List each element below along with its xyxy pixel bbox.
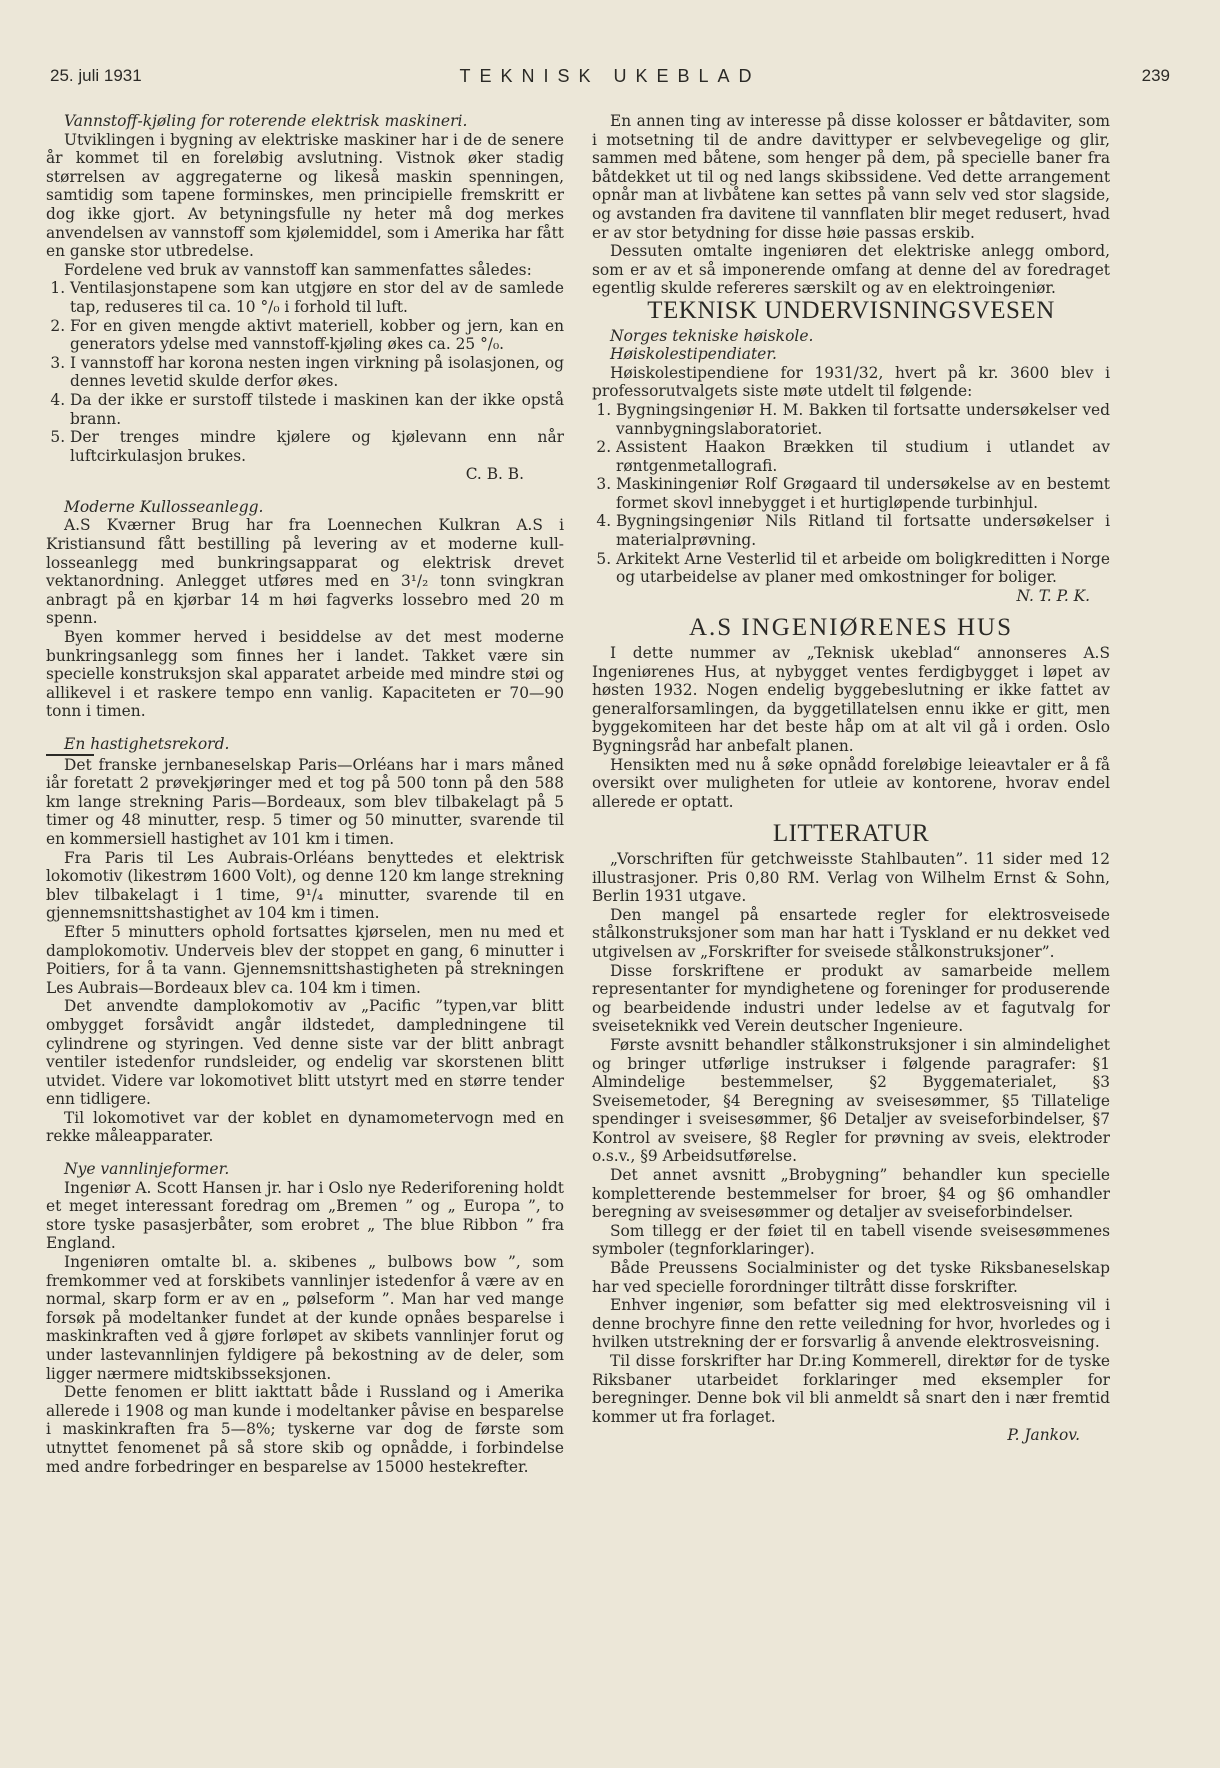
- paragraph: En annen ting av interesse på disse kolosser er båtdaviter, som i motsetning til de andre davittyper er selvbevegelige og glir, sammen med båtene, som henger på dem, på specielle baner fra båtdekket ut til og ned langs skibssidene. Ved dette arrangement opnår man at livbåtene kan settes på vann selv ved stor slagside, og avstanden fra davitene til vannflaten blir meget redusert, hvad er av stor betydning for disse høie passas erskib.: [592, 112, 1110, 242]
- article-title: Vannstoff-kjøling for roterende elektrisk maskineri.: [64, 112, 468, 130]
- paragraph: I dette nummer av „Teknisk ukeblad“ annonseres A.S Ingeniørenes Hus, at nybygget ventes ferdigbygget i løpet av høsten 1932. Nogen endelig byggebeslutning er ikke fattet av generalforsamlingen, da byggetillatelsen ennu ikke er gitt, men byggekomiteen har det beste håp om at alt vil gå i orden. Oslo Bygningsråd har anbefalt planen.: [592, 644, 1110, 755]
- paragraph: Fordelene ved bruk av vannstoff kan sammenfattes således:: [64, 260, 532, 279]
- paragraph: Den mangel på ensartede regler for elektrosveisede stålkonstruksjoner som man har hatt i Tyskland er nu dekket ved utgivelsen av „Forskrifter for sveisede stålkonstruksjoner”.: [592, 905, 1110, 961]
- article-title: Moderne Kullosseanlegg.: [64, 497, 264, 516]
- list-item: 4. Da der ikke er surstoff tilstede i maskinen kan der ikke opstå brann.: [70, 391, 564, 428]
- paragraph: Første avsnitt behandler stålkonstruksjoner i sin almindelighet og bringer utførlige instrukser i følgende paragrafer: §1 Almindelige bestemmelser, §2 Byggematerialet, §3 Sveisemetoder, §4 Beregning av sveisesømmer, §5 Tillatelige spendinger i sveisesømmer, §6 Detaljer av sveiseforbindelser, §7 Kontrol av sveisere, §8 Regler for prøvning av sveis, elektroder o.s.v., §9 Arbeidsutførelse.: [592, 1035, 1110, 1166]
- paragraph: Enhver ingeniør, som befatter sig med elektrosveisning vil i denne brochyre finne den rette veiledning for hvor, hvorledes og i hvilken utstrekning der er forsvarlig å anvende elektrosveisning.: [592, 1296, 1110, 1352]
- list-item: 1. Bygningsingeniør H. M. Bakken til fortsatte undersøkelser ved vannbygningslaboratoriet.: [616, 401, 1110, 438]
- signature: N. T. P. K.: [1016, 586, 1090, 605]
- list-item: 5. Arkitekt Arne Vesterlid til et arbeide om boligkreditten i Norge og utarbeidelse av planer med omkostninger for boliger.: [616, 550, 1110, 587]
- paragraph: Til lokomotivet var der koblet en dynamometervogn med en rekke måleapparater.: [46, 1108, 564, 1146]
- page-header: [50, 66, 1170, 92]
- journal-title: TEKNISK UKEBLAD: [459, 66, 761, 86]
- paragraph: Efter 5 minutters ophold fortsattes kjørselen, men nu med et damplokomotiv. Underveis blev der stoppet en gang, 6 minutter i Poitiers, for å ta vann. Gjennemsnittshastigheten på strekningen Les Aubrais—Bordeaux blev ca. 104 km i timen.: [46, 922, 564, 997]
- paragraph: Fra Paris til Les Aubrais-Orléans benyttedes et elektrisk lokomotiv (likestrøm 1600 Volt), og denne 120 km lange strekning blev tilbakelagt i 1 time, 9¹/₄ minutter, svarende til en gjennemsnittshastighet av 104 km i timen.: [46, 848, 564, 923]
- paragraph: Til disse forskrifter har Dr.ing Kommerell, direktør for de tyske Riksbaner utarbeidet forklaringer med eksempler for beregninger. Denne bok vil bli anmeldt så snart den i nær fremtid kommer ut fra forlaget.: [592, 1352, 1110, 1426]
- left-column: [46, 112, 564, 1476]
- paragraph: Disse forskriftene er produkt av samarbeide mellem representanter for myndighetene og foreninger for produserende og bearbeidende industri under ledelse av et fagutvalg for sveiseteknikk ved Verein deutscher Ingenieure.: [592, 961, 1110, 1036]
- paragraph: Dette fenomen er blitt iakttatt både i Russland og i Amerika allerede i 1908 og man kunde i modeltanker påvise en besparelse i maskinkraften fra 5—8%; tyskerne var dog de første som utnyttet fenomenet på så store skib og opnådde, i forbindelse med andre forbedringer en besparelse av 15000 hestekrefter.: [46, 1383, 564, 1476]
- list-item: 5. Der trenges mindre kjølere og kjølevann enn når luftcirkulasjon brukes.: [70, 428, 564, 465]
- paragraph: Byen kommer herved i besiddelse av det mest moderne bunkringsanlegg som finnes her i landet. Takket være sin specielle konstruksjon skal apparatet arbeide med mindre støi og allikevel i et raskere tempo enn vanlig. Kapaciteten er 70—90 tonn i timen.: [46, 628, 564, 721]
- section-subheading: Norges tekniske høiskole.: [610, 326, 814, 345]
- section-subheading: Høiskolestipendiater.: [610, 345, 777, 364]
- paragraph: Høiskolestipendiene for 1931/32, hvert på kr. 3600 blev i professorutvalgets siste møte utdelt til følgende:: [592, 363, 1110, 401]
- paragraph: „Vorschriften für getchweisste Stahlbauten”. 11 sider med 12 illustrasjoner. Pris 0,80 RM. Verlag von Wilhelm Ernst & Sohn, Berlin 1931 utgave.: [592, 849, 1110, 906]
- section-heading: LITTERATUR: [772, 820, 930, 848]
- right-column: [592, 112, 1110, 1445]
- article-title: Nye vannlinjeformer.: [64, 1160, 230, 1179]
- numbered-list: [46, 279, 564, 465]
- paragraph: Det franske jernbaneselskap Paris—Orléans har i mars måned iår foretatt 2 prøvekjøringer med et tog på 500 tonn på den 588 km lange strekning Paris—Bordeaux, som blev tilbakelagt på 5 timer og 48 minutter, resp. 5 timer og 50 minutter, svarende til en kommersiell hastighet av 101 km i timen.: [46, 755, 564, 848]
- paragraph: Det annet avsnitt „Brobygning” behandler kun specielle kompletterende bestemmelser for broer, §4 og §6 omhandler beregning av sveisesømmer og detaljer av sveiseforbindelser.: [592, 1166, 1110, 1222]
- paragraph: Ingeniøren omtalte bl. a. skibenes „ bulbows bow ”, som fremkommer ved at forskibets vannlinjer istedenfor å være av en normal, skarp form er av en „ pølseform ”. Man har ved mange forsøk på modeltanker fundet at der kunde opnåes besparelse i maskinkraften ved å gjøre forløpet av skibets vannlinjer forut og under lastevannlinjen fyldigere på bekostning av de deler, som ligger nærmere midtskibsseksjonen.: [46, 1253, 564, 1383]
- page-number: 239: [1141, 66, 1170, 85]
- section-heading: TEKNISK UNDERVISNINGSVESEN: [647, 296, 1055, 324]
- list-item: 3. Maskiningeniør Rolf Grøgaard til undersøkelse av en bestemt formet skovl innebygget i et hurtigløpende turbinhjul.: [616, 475, 1110, 512]
- paragraph: Hensikten med nu å søke opnådd foreløbige leieavtaler er å få oversikt over muligheten for utleie av kontorene, hvorav endel allerede er optatt.: [592, 755, 1110, 811]
- list-item: 3. I vannstoff har korona nesten ingen virkning på isolasjonen, og dennes levetid skulde derfor økes.: [70, 354, 564, 391]
- article-title: En hastighetsrekord.: [64, 735, 230, 753]
- paragraph: Som tillegg er der føiet til en tabell visende sveisesømmenes symboler (tegnforklaringer).: [592, 1221, 1110, 1259]
- paragraph: Ingeniør A. Scott Hansen jr. har i Oslo nye Rederiforening holdt et meget interessant foredrag om „Bremen ” og „ Europa ”, to store tyske pasasjerbåter, som erobret „ The blue Ribbon ” fra England.: [46, 1178, 564, 1253]
- paragraph: Utviklingen i bygning av elektriske maskiner har i de de senere år kommet til en foreløbig avslutning. Vistnok øker stadig størrelsen av aggregaterne og likeså maskin spenningen, samtidig som tapene forminskes, men principielle fremskritt er dog ikke gjort. Av betyningsfulle ny heter må dog merkes anvendelsen av vannstoff som kjølemiddel, som i Amerika har fått en ganske stor utbredelse.: [46, 130, 564, 261]
- paragraph: Både Preussens Socialminister og det tyske Riksbaneselskap har ved specielle forordninger tiltrått disse forskrifter.: [592, 1259, 1110, 1296]
- list-item: 1. Ventilasjonstapene som kan utgjøre en stor del av de samlede tap, reduseres til ca. 10 °/₀ i forhold til luft.: [70, 279, 564, 316]
- issue-date: 25. juli 1931: [50, 66, 142, 85]
- paragraph: A.S Kværner Brug har fra Loennechen Kulkran A.S i Kristiansund fått bestilling på levering av et moderne kull-losseanlegg med bunkringsapparat og elektrisk drevet vektanordning. Anlegget utføres med en 3¹/₂ tonn svingkran anbragt på en kjørbar 14 m høi fagverks lossebro med 20 m spenn.: [46, 516, 564, 628]
- paragraph: Det anvendte damplokomotiv av „Pacific ”typen,var blitt ombygget forsåvidt angår ildstedet, dampledningene til cylindrene og styringen. Ved denne siste var der blitt anbragt ventiler istedenfor rundsleider, og endelig var skorstenen blitt utvidet. Videre var lokomotivet blitt utstyrt med en større tender enn tidligere.: [46, 997, 564, 1109]
- numbered-list: [592, 401, 1110, 587]
- paragraph: Dessuten omtalte ingeniøren det elektriske anlegg ombord, som er av et så imponerende omfang at denne del av foredraget egentlig skulde refereres særskilt og av en elektroingeniør.: [592, 242, 1110, 298]
- signature: C. B. B.: [465, 465, 524, 484]
- list-item: 2. For en given mengde aktivt materiell, kobber og jern, kan en generators ydelse med vannstoff-kjøling økes ca. 25 °/₀.: [70, 317, 564, 354]
- section-heading: A.S INGENIØRENES HUS: [688, 614, 1014, 642]
- list-item: 4. Bygningsingeniør Nils Ritland til fortsatte undersøkelser i materialprøvning.: [616, 512, 1110, 549]
- signature: P. Jankov.: [1007, 1426, 1080, 1445]
- list-item: 2. Assistent Haakon Brækken til studium i utlandet av røntgenmetallografi.: [616, 438, 1110, 475]
